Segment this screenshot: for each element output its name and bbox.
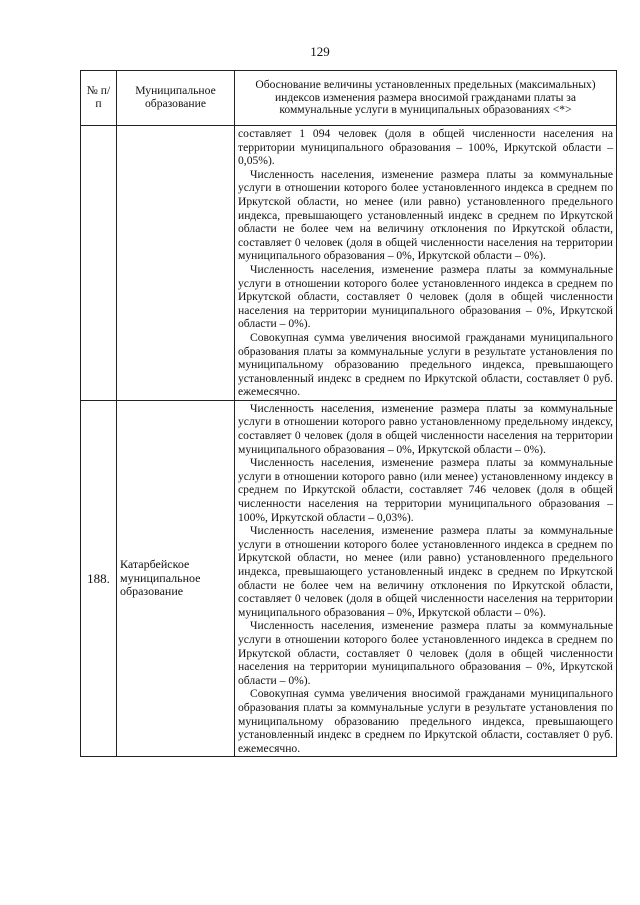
header-num: № п/п: [81, 71, 117, 126]
basis-paragraph: Численность населения, изменение размера платы за коммунальные услуги в отношении которого более установленного индекса в среднем по Иркутской области, но менее (или равно) установленного предельного индекса, превышающего установленный индекс в среднем по Иркутской области не более чем на величину отклонения по Иркутской области, составляет 0 человек (доля в общей численности населения на территории муниципального образования – 0%, Иркутской области – 0%).: [238, 167, 613, 263]
row-municipality: [117, 126, 235, 401]
indices-table: [80, 70, 617, 757]
basis-paragraph: Численность населения, изменение размера платы за коммунальные услуги в отношении которого равно (или менее) установленному индексу в среднем по Иркутской области, составляет 746 человек (доля в общей численности населения на территории муниципального образования – 100%, Иркутской области – 0,03%).: [238, 456, 613, 524]
row-number: 188.: [81, 400, 117, 756]
basis-paragraph: составляет 1 094 человек (доля в общей численности населения на территории муниципального образования – 100%, Иркутской области – 0,05%).: [238, 127, 613, 168]
basis-paragraph: Совокупная сумма увеличения вносимой гражданами муниципального образования платы за коммунальные услуги в результате установления по муниципальному образованию предельного индекса, превышающего установленный индекс в среднем по Иркутской области, составляет 0 руб. ежемесячно.: [238, 687, 613, 755]
basis-paragraph: Численность населения, изменение размера платы за коммунальные услуги в отношении которого равно установленному предельному индексу, составляет 0 человек (доля в общей численности населения на территории муниципального образования – 0%, Иркутской области – 0%).: [238, 401, 613, 456]
header-row: [81, 71, 617, 126]
basis-paragraph: Численность населения, изменение размера платы за коммунальные услуги в отношении которого более установленного индекса в среднем по Иркутской области, но менее (или равно) установленного предельного индекса, превышающего установленный индекс в среднем по Иркутской области не более чем на величину отклонения по Иркутской области, составляет 0 человек (доля в общей численности населения на территории муниципального образования – 0%, Иркутской области – 0%).: [238, 524, 613, 619]
table-body: [81, 126, 617, 757]
row-basis: [235, 126, 617, 401]
table-header: [81, 71, 617, 126]
row-number: [81, 126, 117, 401]
basis-paragraph: Совокупная сумма увеличения вносимой гражданами муниципального образования платы за коммунальные услуги в результате установления по муниципальному образованию предельного индекса, превышающего установленный индекс в среднем по Иркутской области, составляет 0 руб. ежемесячно.: [238, 330, 613, 399]
header-municipality: Муниципальное образование: [117, 71, 235, 126]
table-row: [81, 400, 617, 756]
page-number: 129: [310, 44, 330, 59]
header-basis: Обоснование величины установленных предельных (максимальных) индексов изменения размера вносимой гражданами платы за коммунальные услуги в муниципальных образованиях <*>: [235, 71, 617, 126]
row-municipality: Катарбейское муниципальное образование: [117, 400, 235, 756]
basis-paragraph: Численность населения, изменение размера платы за коммунальные услуги в отношении которого более установленного индекса в среднем по Иркутской области, составляет 0 человек (доля в общей численности населения на территории муниципального образования – 0%, Иркутской области – 0%).: [238, 619, 613, 687]
basis-paragraph: Численность населения, изменение размера платы за коммунальные услуги в отношении которого более установленного индекса в среднем по Иркутской области, составляет 0 человек (доля в общей численности населения на территории муниципального образования – 0%, Иркутской области – 0%).: [238, 262, 613, 331]
table-row: [81, 126, 617, 401]
row-basis: [235, 400, 617, 756]
